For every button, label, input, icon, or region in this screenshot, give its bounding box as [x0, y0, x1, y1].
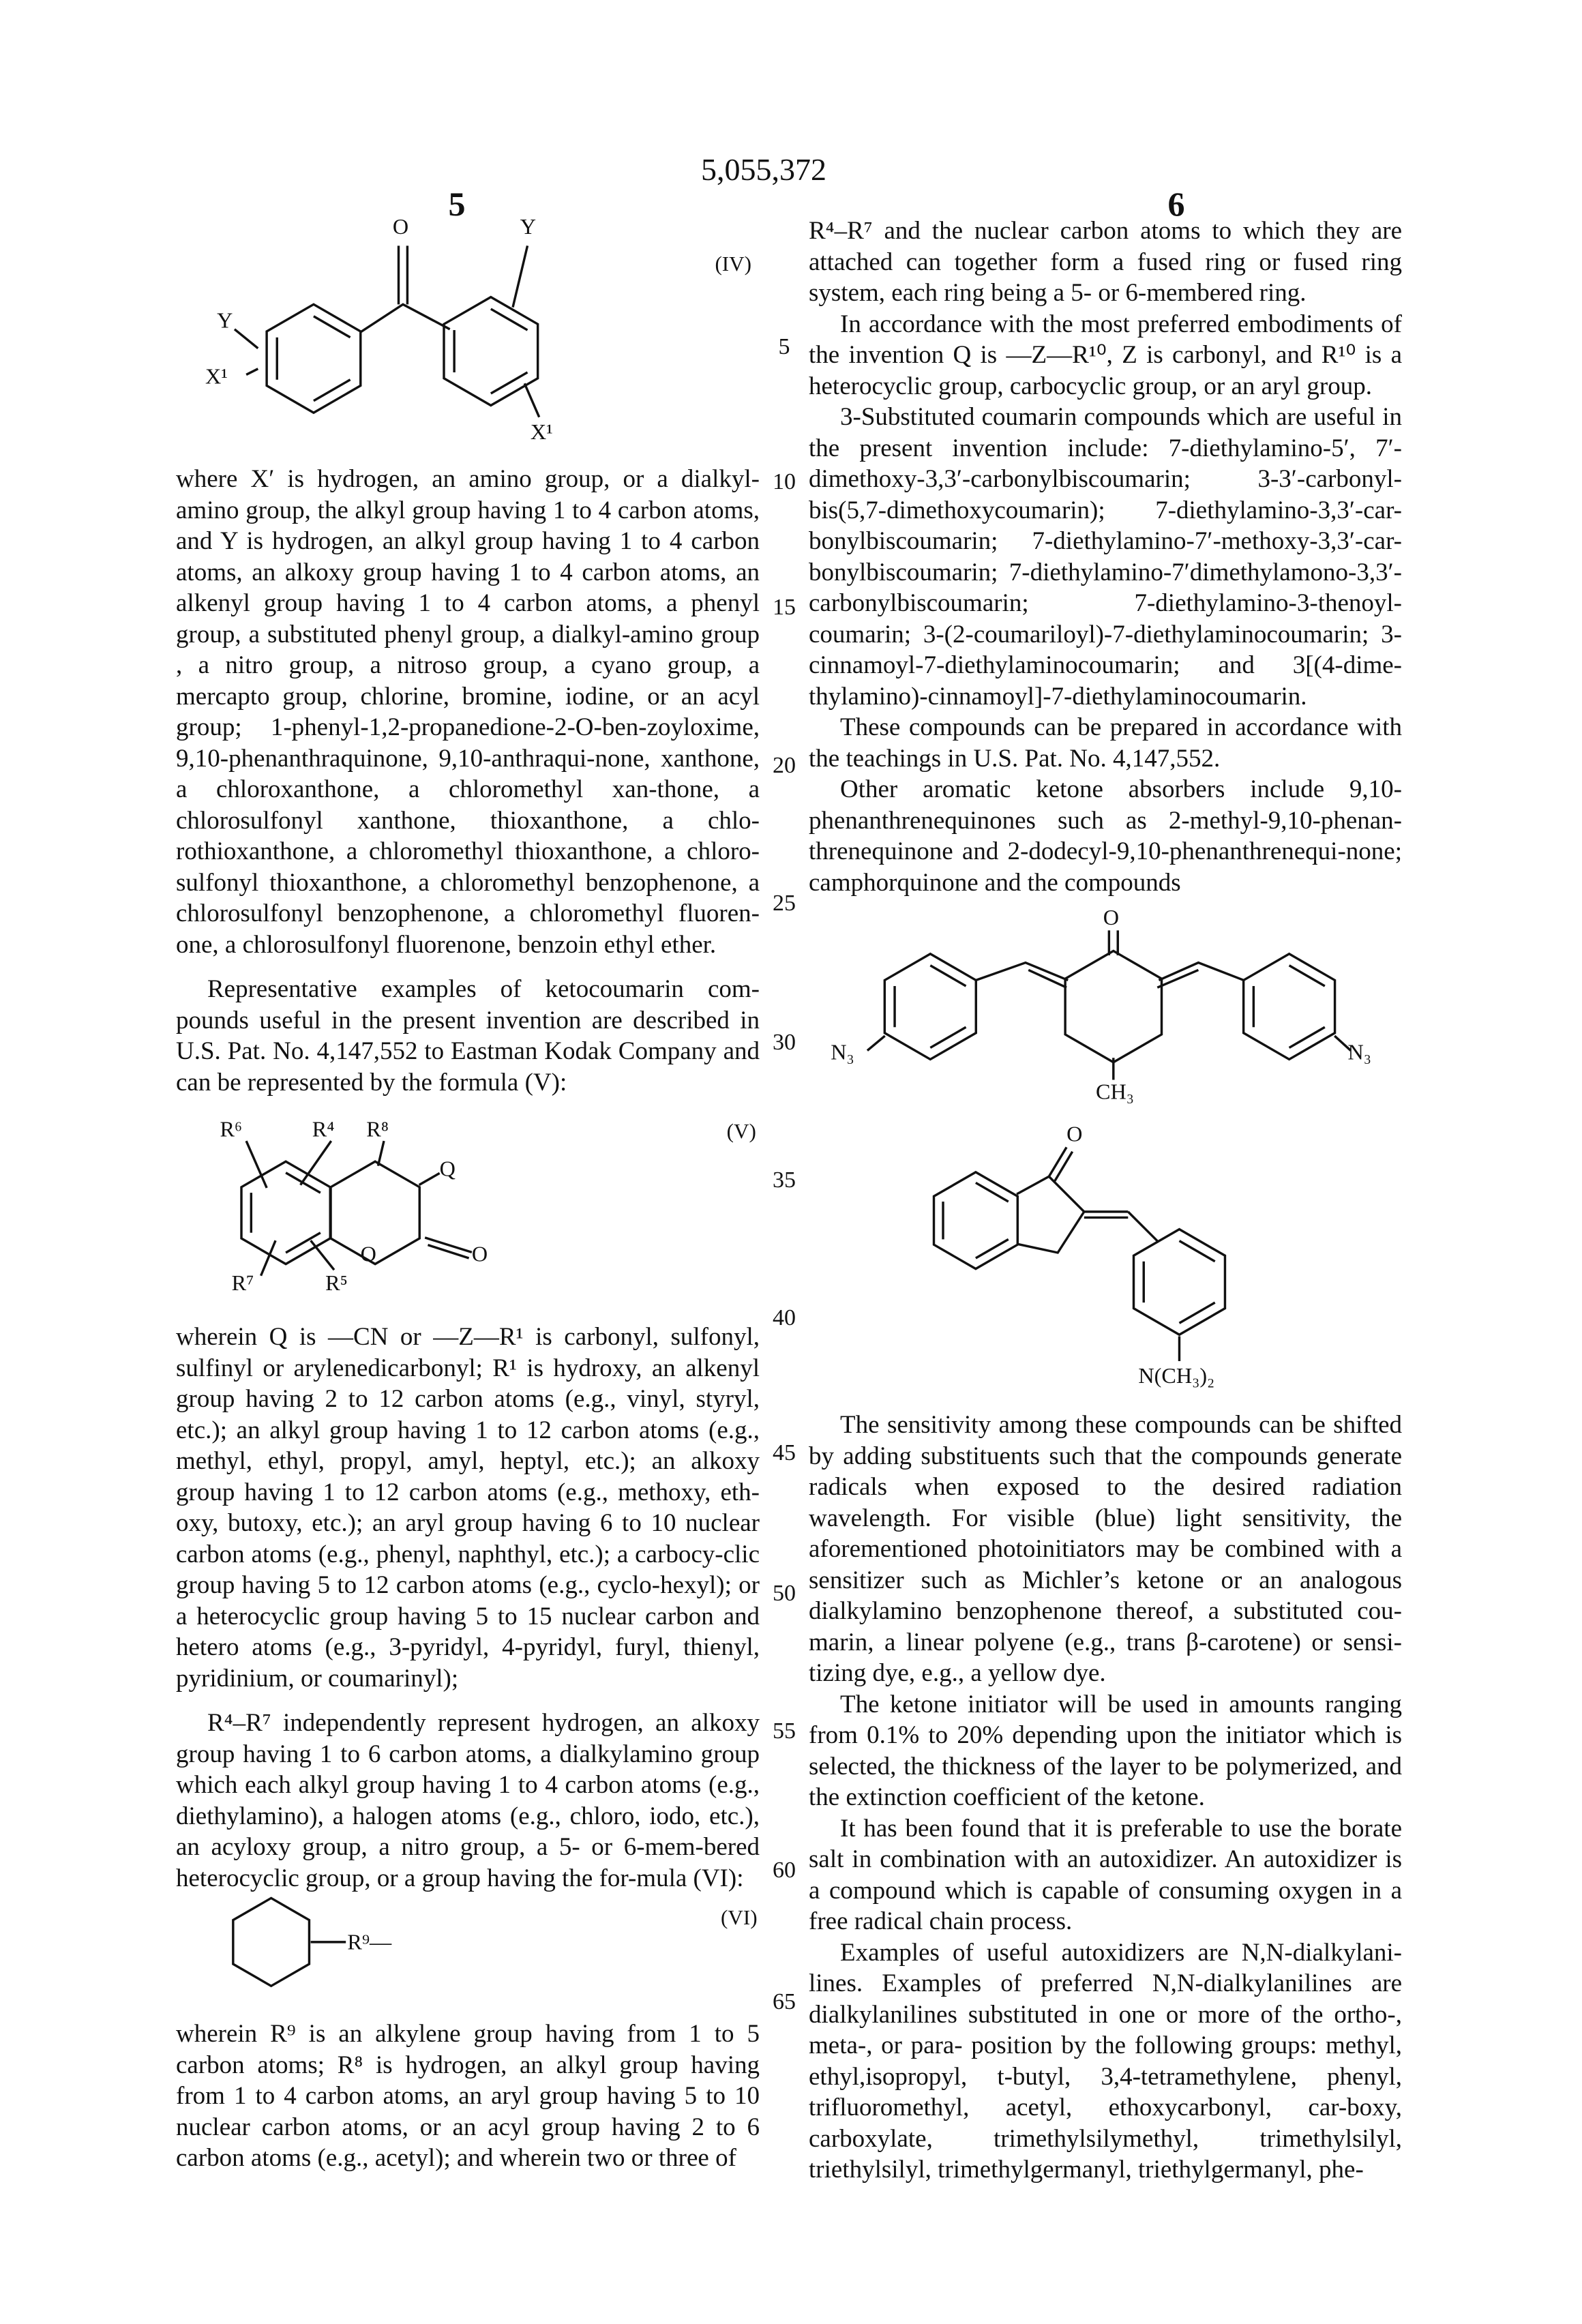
atom-label: R⁴ — [312, 1117, 335, 1142]
paragraph: In accordance with the most preferred embodiments of the invention Q is —Z—R¹⁰, Z is carbonyl, and R¹⁰ is a heterocyclic group, carbocyclic group, or an aryl group. — [809, 309, 1402, 402]
line-number: 55 — [764, 1718, 805, 1744]
double-bond — [930, 1027, 966, 1047]
saturated-ring — [233, 1898, 310, 1986]
line-number: 30 — [764, 1030, 805, 1056]
paragraph: R⁴–R⁷ and the nuclear carbon atoms to which they are attached can together form a fused ring or fused ring system, each ring being a 5- or 6-membered ring. — [809, 215, 1402, 309]
atom-label: R⁹— — [347, 1930, 392, 1954]
benzophenone-structure-iv — [176, 212, 760, 464]
ketocoumarin-structure-v — [176, 1098, 760, 1322]
atom-label: Y — [520, 214, 536, 239]
paragraph: where X′ is hydrogen, an amino group, or a dialkyl-amino group, the alkyl group having 1 to 4 carbon atoms, and Y is hydrogen, an alkyl group having 1 to 4 carbon atoms, an alkoxy group having 1 to 4 carbon atoms, an alkenyl group having 1 to 4 carbon atoms, a phenyl group, a substituted phenyl group, a dialkyl-amino group , a nitro group, a nitroso group, a cyano group, a mercapto group, chlorine, bromine, iodine, or an acyl group; 1-phenyl-1,2-propanedione-2-O-ben-zoyloxime, 9,10-phenanthraquinone, 9,10-anthraqui-none, xanthone, a chloroxanthone, a chloromethyl xan-thone, a chlorosulfonyl xanthone, thioxanthone, a chlo-rothioxanthone, a chloromethyl thioxanthone, a chloro-sulfonyl thioxanthone, a chloromethyl benzophenone, a chlorosulfonyl benzophenone, a chloromethyl fluoren-one, a chlorosulfonyl fluorenone, benzoin ethyl ether. — [176, 464, 760, 960]
double-bond — [976, 1239, 1009, 1258]
benzene-ring — [1134, 1230, 1225, 1335]
indanone-structure — [934, 1122, 1225, 1388]
double-bond — [1289, 966, 1325, 986]
patent-number: 5,055,372 — [655, 151, 873, 188]
line-number: 50 — [764, 1581, 805, 1607]
paragraph: It has been found that it is preferable to use the borate salt in combination with an autoxidizer. An autoxidizer is a compound which is capable of consuming oxygen in a free radical chain process. — [809, 1813, 1402, 1937]
formula-label-v: (V) — [727, 1119, 756, 1143]
ketone-structures — [809, 898, 1402, 1410]
line-number: 35 — [764, 1167, 805, 1193]
atom-label: R⁸ — [366, 1117, 389, 1142]
atom-label: R⁶ — [220, 1117, 242, 1142]
paragraph: Representative examples of ketocoumarin com-pounds useful in the present invention are described in U.S. Pat. No. 4,147,552 to Eastman Kodak Company and can be represented by the formula (V): — [176, 974, 760, 1098]
atom-label: N(CH₃)₂ — [1138, 1363, 1214, 1388]
line-number: 25 — [764, 891, 805, 917]
atom-label: N₃ — [1348, 1039, 1372, 1064]
column-number-right: 6 — [1149, 184, 1204, 224]
double-bond — [930, 966, 966, 986]
benzene-ring — [934, 1172, 1017, 1269]
atom-label: O — [361, 1241, 376, 1266]
double-bond — [1179, 1241, 1214, 1262]
double-bond — [314, 380, 350, 401]
line-number: 40 — [764, 1305, 805, 1331]
double-bond — [491, 372, 528, 393]
double-bond — [976, 1182, 1009, 1202]
right-column — [809, 215, 1402, 2186]
aromatic-rings — [267, 297, 538, 413]
atom-label: O — [472, 1241, 488, 1266]
paragraph: wherein R⁹ is an alkylene group having from 1 to 5 carbon atoms; R⁸ is hydrogen, an alkyl group having from 1 to 4 carbon atoms, an aryl group having 5 to 10 nuclear carbon atoms, or an acyl group having 2 to 6 carbon atoms (e.g., acetyl); and wherein two or three of — [176, 2018, 760, 2174]
line-number: 60 — [764, 1858, 805, 1883]
cyclohexyl-structure-vi — [176, 1894, 760, 2018]
atom-label: Y — [217, 308, 233, 333]
atom-label: N₃ — [831, 1039, 854, 1064]
rings — [884, 951, 1334, 1062]
double-bond — [1179, 1302, 1214, 1323]
benzene-ring — [267, 304, 361, 413]
atom-label: R⁷ — [232, 1270, 254, 1295]
atom-label: X¹ — [205, 363, 228, 388]
benzene-ring — [444, 297, 538, 406]
patent-page — [0, 0, 1582, 2324]
line-number: 20 — [764, 753, 805, 779]
atom-label: O — [1103, 905, 1119, 929]
coumarin-rings — [241, 1161, 419, 1264]
paragraph: R⁴–R⁷ independently represent hydrogen, an alkoxy group having 1 to 6 carbon atoms, a dialkylamino group which each alkyl group having 1 to 4 carbon atoms (e.g., diethylamino), a halogen atoms (e.g., chloro, iodo, etc.), an acyloxy group, a nitro group, a 5- or 6-mem-bered heterocyclic group, or a group having the for-mula (VI): — [176, 1708, 760, 1894]
atom-label: Q — [440, 1157, 456, 1181]
bis-azidobenzylidene-cyclohexanone-structure — [831, 905, 1371, 1104]
line-number: 5 — [764, 334, 805, 360]
line-number: 15 — [764, 595, 805, 621]
atom-label: X¹ — [531, 419, 553, 444]
paragraph: wherein Q is —CN or —Z—R¹ is carbonyl, sulfonyl, sulfinyl or arylenedicarbonyl; R¹ is hydroxy, an alkenyl group having 2 to 12 carbon atoms (e.g., vinyl, styryl, etc.); an alkyl group having 1 to 12 carbon atoms (e.g., methyl, ethyl, propyl, amyl, heptyl, etc.); an alkoxy group having 1 to 12 carbon atoms (e.g., methoxy, eth-oxy, butoxy, etc.); an aryl group having 6 to 10 nuclear carbon atoms (e.g., phenyl, naphthyl, etc.); a carbocy-clic group having 5 to 12 carbon atoms (e.g., cyclo-hexyl); or a heterocyclic group having 5 to 15 nuclear carbon and hetero atoms (e.g., 3-pyridyl, 4-pyridyl, furyl, thienyl, pyridinium, or coumarinyl); — [176, 1322, 760, 1694]
left-column — [176, 212, 760, 2174]
paragraph: The ketone initiator will be used in amounts ranging from 0.1% to 20% depending upon the initiator which is selected, the thickness of the layer to be polymerized, and the extinction coefficient of the ketone. — [809, 1689, 1402, 1813]
paragraph: These compounds can be prepared in accordance with the teachings in U.S. Pat. No. 4,147,552. — [809, 712, 1402, 774]
line-number: 45 — [764, 1440, 805, 1466]
line-number: 10 — [764, 469, 805, 495]
formula-label-vi: (VI) — [721, 1905, 758, 1929]
double-bond — [491, 309, 528, 330]
atom-label: R⁵ — [325, 1270, 348, 1295]
formula-label-iv: (IV) — [715, 252, 751, 275]
line-number: 65 — [764, 1989, 805, 2015]
paragraph: 3-Substituted coumarin compounds which are useful in the present invention include: 7-diethylamino-5′, 7′-dimethoxy-3,3′-carbonylbiscoumarin; 3-3′-carbonyl-bis(5,7-dimethoxycoumarin); 7-diethylamino-3,3′-car-bonylbiscoumarin; 7-diethylamino-7′-methoxy-3,3′-car-bonylbiscoumarin; 7-diethylamino-7′dimethylamono-3,3′-carbonylbiscoumarin; 7-diethylamino-3-thenoyl-coumarin; 3-(2-coumariloyl)-7-diethylaminocoumarin; 3-cinnamoyl-7-diethylaminocoumarin; and 3[(4-dime-thylamino)-cinnamoyl]-7-diethylaminocoumarin. — [809, 402, 1402, 712]
double-bond — [1289, 1027, 1325, 1047]
cyclohexane-ring — [233, 1898, 310, 1986]
paragraph: Other aromatic ketone absorbers include 9,10-phenanthrenequinones such as 2-methyl-9,10-phenan-threnequinone and 2-dodecyl-9,10-phenanthrenequi-none; camphorquinone and the compounds — [809, 774, 1402, 898]
double-bond — [286, 1233, 320, 1253]
saturated-ring — [1065, 951, 1161, 1062]
atom-label: CH₃ — [1096, 1079, 1134, 1103]
benzene-ring — [884, 954, 976, 1060]
paragraph: Examples of useful autoxidizers are N,N-dialkylani-lines. Examples of preferred N,N-dialkylanilines are dialkylanilines substituted in one or more of the ortho-, meta-, or para- position by the following groups: methyl, ethyl,isopropyl, t-butyl, 3,4-tetramethylene, phenyl, trifluoromethyl, acetyl, ethoxycarbonyl, car-boxy, carboxylate, trimethylsilymethyl, trimethylsilyl, triethylsilyl, trimethylgermanyl, triethylgermanyl, phe- — [809, 1937, 1402, 2186]
benzene-ring — [1244, 954, 1335, 1060]
atom-label: O — [393, 214, 408, 239]
column-number-left: 5 — [430, 184, 484, 224]
rings — [934, 1172, 1225, 1335]
double-bond — [314, 316, 350, 338]
paragraph: The sensitivity among these compounds can be shifted by adding substituents such that the compounds generate radicals when exposed to the desired radiation wavelength. For visible (blue) light sensitivity, the aforementioned photoinitiators may be combined with a sensitizer such as Michler’s ketone or an analogous dialkylamino benzophenone thereof, a substituted cou-marin, a linear polyene (e.g., trans β-carotene) or sensi-tizing dye, e.g., a yellow dye. — [809, 1410, 1402, 1689]
double-bond — [286, 1173, 320, 1193]
atom-label: O — [1066, 1122, 1082, 1146]
